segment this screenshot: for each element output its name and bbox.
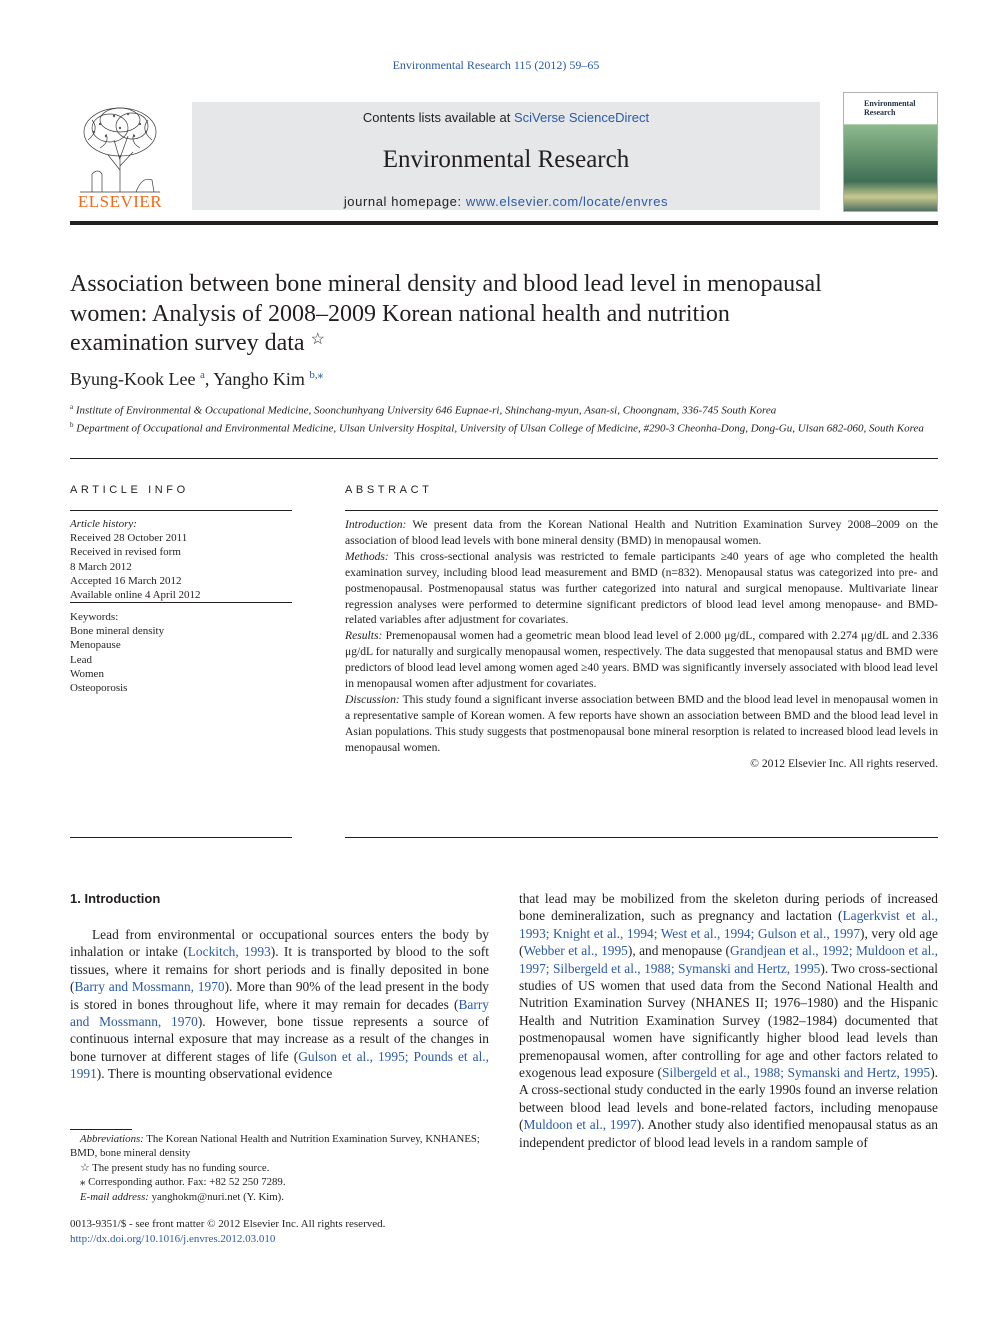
body-text: ). It is transported by blood to the soft tissues, where it remains for short periods and is finally deposited in bone ( xyxy=(70,944,489,995)
info-rule xyxy=(70,602,292,603)
intro-paragraph xyxy=(70,926,489,1083)
citation-link[interactable]: Webber et al., 1995 xyxy=(523,943,628,959)
front-matter xyxy=(70,1217,385,1246)
body-text: that lead may be mobilized from the skeleton during periods of increased bone demineralization, such as pregnancy and lactation ( xyxy=(519,891,938,924)
body-text: ). More than 90% of the lead present in the body is stored in bones throughout life, where it may remain for decades ( xyxy=(70,979,489,1012)
article-history xyxy=(70,517,292,602)
history-label: Article history: xyxy=(70,518,137,530)
history-item: Accepted 16 March 2012 xyxy=(70,574,182,587)
body-text: ), and menopause ( xyxy=(627,943,730,959)
article-title-text: Association between bone mineral density and blood lead level in menopausal women: Analysis of 2008–2009 Korean national health and nutrition examination survey data xyxy=(70,271,822,356)
journal-cover-thumbnail[interactable] xyxy=(843,92,938,212)
abstract-section xyxy=(345,517,938,549)
history-item: Received 28 October 2011 xyxy=(70,532,188,545)
abstract-body xyxy=(345,517,938,772)
history-item: 8 March 2012 xyxy=(70,560,132,573)
footnote-abbr-label: Abbreviations: xyxy=(80,1133,144,1145)
keyword: Bone mineral density xyxy=(70,625,165,638)
abstract-section-text: This cross-sectional analysis was restricted to female participants ≥40 years of age who completed the health examination survey, including blood lead measurement and BMD (n=832). Menopausal status was categorized into pre- and postmenopausal. Postmenopausal status was further categorized into natural and surgical menopause. Multivariate linear regression analyses were performed to determine significant predictors of blood lead level among menopause- and BMD-related variables after adjustment for covariates. xyxy=(345,549,938,627)
keyword: Menopause xyxy=(70,639,121,652)
footnote-abbr-text: The Korean National Health and Nutrition Examination Survey, KNHANES; BMD, bone mineral density xyxy=(70,1133,480,1160)
journal-title: Environmental Research xyxy=(382,146,630,173)
citation-link[interactable]: Grandjean et al., 1992; Muldoon et al., 1997; Silbergeld et al., 1988; Symanski and Hertz, 1995 xyxy=(519,943,938,976)
homepage-line xyxy=(192,194,820,209)
affiliation-b xyxy=(70,418,938,436)
homepage-prefix: journal homepage: xyxy=(343,194,466,209)
affiliation-mark: a xyxy=(70,403,74,411)
info-rule xyxy=(70,510,292,511)
footnote-email xyxy=(70,1190,489,1204)
abstract-section xyxy=(345,692,938,756)
author-separator: , xyxy=(204,369,214,389)
article-title xyxy=(70,270,830,359)
author-affil-mark[interactable]: b,⁎ xyxy=(309,369,324,381)
history-item: Received in revised form xyxy=(70,546,181,559)
publisher-wordmark: ELSEVIER xyxy=(77,192,163,211)
abstract-section-text: We present data from the Korean National Health and Nutrition Examination Survey 2008–2009 on the association of blood lead levels with bone mineral density (BMD) in menopausal women. xyxy=(345,518,938,547)
citation-link[interactable]: Barry and Mossmann, 1970 xyxy=(70,996,489,1030)
body-text: ). A cross-sectional study conducted in the early 1990s found an inverse relation between blood lead levels and bone-related factors, including menopause ( xyxy=(519,1065,938,1133)
citation-link[interactable]: Lagerkvist et al., 1993; Knight et al., 1994; West et al., 1994; Gulson et al., 1997 xyxy=(519,908,938,941)
doi-link[interactable]: http://dx.doi.org/10.1016/j.envres.2012.03.010 xyxy=(70,1232,276,1245)
copyright-notice: © 2012 Elsevier Inc. All rights reserved. xyxy=(750,756,938,770)
abstract-section-label: Introduction: xyxy=(345,518,407,531)
author-name[interactable]: Yangho Kim xyxy=(213,369,305,389)
body-text: ). There is mounting observational evidence xyxy=(96,1066,333,1082)
title-footnote-mark[interactable]: ☆ xyxy=(310,331,325,348)
footnote-email-label: E-mail address: xyxy=(80,1190,149,1203)
footnote-abbreviations xyxy=(70,1132,489,1161)
intro-paragraph-continued xyxy=(519,890,938,1151)
footnote-corresponding-author: ⁎ Corresponding author. Fax: +82 52 250 7289. xyxy=(80,1176,286,1189)
section-heading-introduction: 1. Introduction xyxy=(70,891,161,906)
citation-link[interactable]: Silbergeld et al., 1988; Symanski and Hertz, 1995 xyxy=(662,1065,931,1081)
citation-link[interactable]: Lockitch, 1993 xyxy=(187,944,271,960)
contents-line xyxy=(192,110,820,125)
citation-link[interactable]: Muldoon et al., 1997 xyxy=(523,1117,637,1133)
affiliation-text: Institute of Environmental & Occupational Medicine, Soonchunhyang University 646 Eupnae-ri, Shinchang-myun, Asan-si, Choongnam, 336-745 South Korea xyxy=(75,404,777,417)
citation-link[interactable]: Gulson et al., 1995; Pounds et al., 1991 xyxy=(70,1048,489,1082)
affiliations xyxy=(70,400,938,436)
sciencedirect-link[interactable]: SciVerse ScienceDirect xyxy=(513,110,650,125)
affiliation-text: Department of Occupational and Environmental Medicine, Ulsan University Hospital, University of Ulsan College of Medicine, #290-3 Cheonha-Dong, Dong-Gu, Ulsan 682-060, South Korea xyxy=(76,422,924,435)
body-column-left xyxy=(70,926,489,1083)
article-info-heading: ARTICLE INFO xyxy=(70,484,189,496)
abstract-section-label: Results: xyxy=(345,629,383,643)
journal-homepage-link[interactable]: www.elsevier.com/locate/envres xyxy=(465,194,669,209)
abstract-section-text: This study found a significant inverse association between BMD and the blood lead level in menopausal women in a representative sample of Korean women. A few reports have shown an association between BMD and the blood lead level in Asian populations. This study suggests that postmenopausal bone mineral resorption is related to increased blood lead levels in menopausal women. xyxy=(345,692,938,754)
contents-prefix: Contents lists available at xyxy=(362,110,514,125)
journal-reference[interactable]: Environmental Research 115 (2012) 59–65 xyxy=(392,58,600,72)
body-text: Lead from environmental or occupational sources enters the body by inhalation or intake ( xyxy=(70,927,489,960)
abstract-rule xyxy=(345,837,938,838)
abstract-section xyxy=(345,628,938,692)
body-text: ). Another study also identified menopausal status as an independent predictor of blood lead levels in a random sample of xyxy=(519,1117,938,1150)
abstract-rule xyxy=(345,510,938,511)
footnote-funding: ☆ The present study has no funding source. xyxy=(80,1161,270,1174)
abstract-heading: ABSTRACT xyxy=(345,484,433,496)
author-name[interactable]: Byung-Kook Lee xyxy=(70,369,196,389)
keywords-label: Keywords: xyxy=(70,611,119,623)
footnotes xyxy=(70,1132,489,1204)
abstract-section xyxy=(345,549,938,629)
body-text: ). However, bone tissue represents a source of continuous internal exposure that may increase as a result of the changes in bone turnover at different stages of life ( xyxy=(70,1014,489,1064)
abstract-section-text: Premenopausal women had a geometric mean blood lead level of 2.000 μg/dL, compared with 2.274 μg/dL and 2.336 μg/dL for naturally and surgically menopausal women, respectively. The data suggested that menopausal status and BMD were predictors of blood lead level among women aged ≥40 years. BMD was significantly inversely associated with blood lead level in menopausal women after adjustment for covariates. xyxy=(345,629,938,691)
header-rule xyxy=(70,221,938,225)
affiliation-a xyxy=(70,400,938,418)
keyword: Lead xyxy=(70,653,92,666)
citation-link[interactable]: Barry and Mossmann, 1970 xyxy=(74,979,225,995)
footnote-email-text[interactable]: yanghokm@nuri.net (Y. Kim). xyxy=(148,1190,284,1203)
body-text: ), very old age ( xyxy=(519,925,938,959)
affiliation-rule xyxy=(70,458,938,459)
history-item: Available online 4 April 2012 xyxy=(70,589,201,602)
keyword: Osteoporosis xyxy=(70,682,128,695)
affiliation-mark: b xyxy=(70,420,74,429)
keyword: Women xyxy=(70,667,104,680)
author-list xyxy=(70,368,323,390)
abstract-section-label: Methods: xyxy=(345,549,389,563)
keywords xyxy=(70,610,292,695)
author-affil-mark[interactable]: a xyxy=(199,369,205,381)
masthead-banner xyxy=(192,102,820,210)
footnote-rule xyxy=(70,1129,132,1130)
abstract-section-label: Discussion: xyxy=(345,692,400,706)
journal-masthead xyxy=(70,92,938,212)
issn-line: 0013-9351/$ - see front matter © 2012 Elsevier Inc. All rights reserved. xyxy=(70,1218,386,1230)
cover-journal-title: Environmental Research xyxy=(864,99,916,117)
info-rule xyxy=(70,837,292,838)
body-text: ). Two cross-sectional studies of US women that used data from the Second National Health and Nutrition Examination Survey (NHANES II; 1976–1980) and the Hispanic Health and Nutrition Examination Survey (1982–1984) documented that postmenopausal women have significantly higher blood lead levels than premenopausal women, after controlling for age and other factors related to exogenous lead exposure ( xyxy=(519,960,938,1081)
body-column-right xyxy=(519,890,938,1151)
